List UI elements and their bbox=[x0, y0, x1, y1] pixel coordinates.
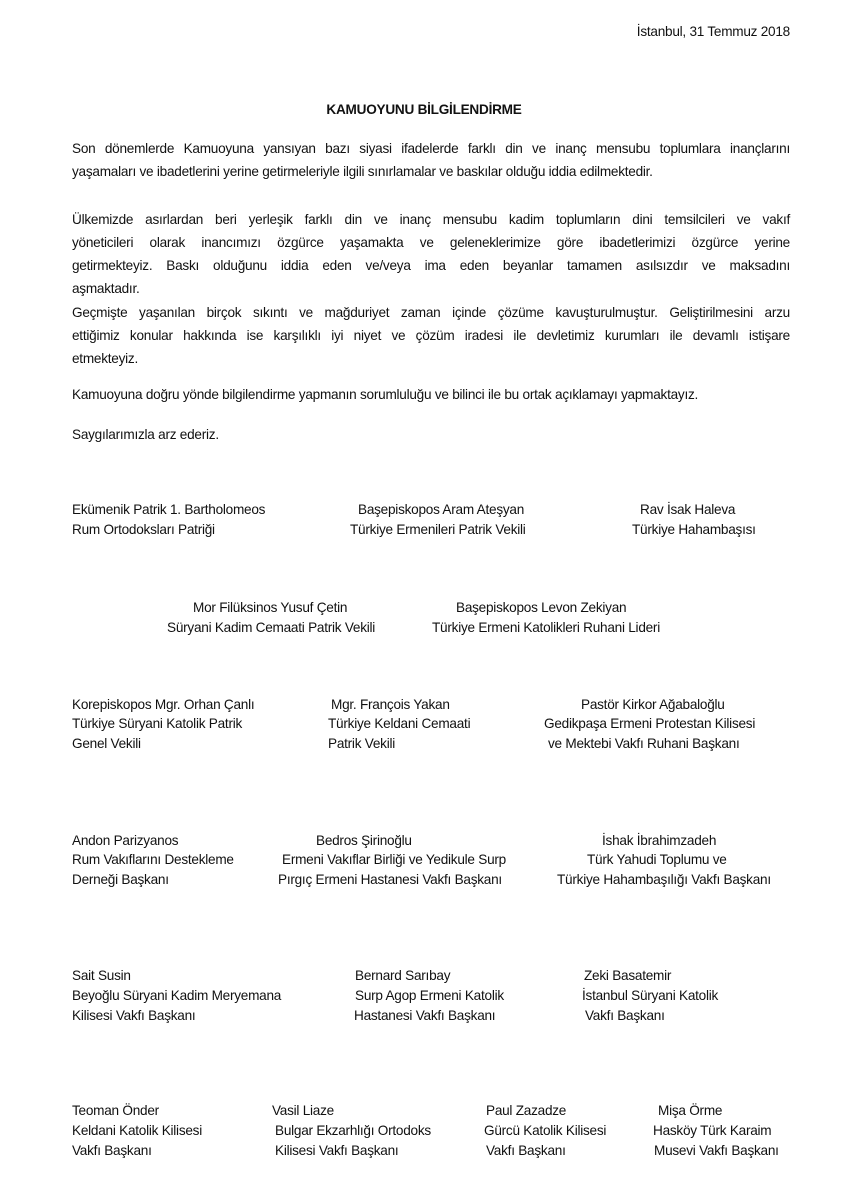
signatory-title: İstanbul Süryani Katolik bbox=[582, 988, 719, 1003]
signatory-title: Musevi Vakfı Başkanı bbox=[654, 1143, 779, 1158]
paragraph-3 bbox=[72, 301, 790, 370]
paragraph-2 bbox=[72, 208, 790, 300]
signatory-title: Beyoğlu Süryani Kadim Meryemana bbox=[72, 988, 282, 1003]
signatory-title: Vakfı Başkanı bbox=[72, 1143, 152, 1158]
signatory-title: Süryani Kadim Cemaati Patrik Vekili bbox=[167, 620, 376, 635]
signatory-name: Teoman Önder bbox=[72, 1103, 159, 1118]
signatory-title: Türkiye Ermenileri Patrik Vekili bbox=[350, 522, 526, 537]
signatory-name: Mişa Örme bbox=[658, 1103, 723, 1118]
paragraph-line: Son dönemlerde Kamuoyuna yansıyan bazı siyasi ifadelerde farklı din ve inanç mensubu toplumlara inançlarını bbox=[72, 141, 790, 156]
signatory-name: Zeki Basatemir bbox=[584, 968, 672, 983]
paragraph-1 bbox=[72, 137, 790, 183]
paragraph-line: aşmaktadır. bbox=[72, 281, 140, 296]
signatory-title: Derneği Başkanı bbox=[72, 872, 169, 887]
signatory-name: Sait Susin bbox=[72, 968, 131, 983]
closing bbox=[72, 423, 790, 446]
signatory-title: Gedikpaşa Ermeni Protestan Kilisesi bbox=[544, 716, 756, 731]
paragraph-4 bbox=[72, 383, 790, 406]
signatory-title: Türkiye Ermeni Katolikleri Ruhani Lideri bbox=[432, 620, 660, 635]
signatory-name: Andon Parizyanos bbox=[72, 833, 179, 848]
signatory-title: Kilisesi Vakfı Başkanı bbox=[275, 1143, 399, 1158]
paragraph-line: Geçmişte yaşanılan birçok sıkıntı ve mağduriyet zaman içinde çözüme kavuşturulmuştur. Geliştirilmesini arzu bbox=[72, 305, 790, 320]
signatory-name: Vasil Liaze bbox=[272, 1103, 334, 1118]
signatory-title: Bulgar Ekzarhlığı Ortodoks bbox=[275, 1123, 431, 1138]
signatory-name: Mor Filüksinos Yusuf Çetin bbox=[193, 600, 348, 615]
signatory-title: Pırgıç Ermeni Hastanesi Vakfı Başkanı bbox=[278, 872, 502, 887]
paragraph-line: etmekteyiz. bbox=[72, 351, 138, 366]
signatory-title: Hasköy Türk Karaim bbox=[653, 1123, 772, 1138]
document-date: İstanbul, 31 Temmuz 2018 bbox=[636, 24, 790, 39]
signatory-name: Pastör Kirkor Ağabaloğlu bbox=[581, 697, 725, 712]
signatory-title: Türkiye Keldani Cemaati bbox=[328, 716, 471, 731]
signatory-title: Surp Agop Ermeni Katolik bbox=[355, 988, 504, 1003]
signatory-title: Türkiye Süryani Katolik Patrik bbox=[72, 716, 243, 731]
signatory-title: Genel Vekili bbox=[72, 736, 141, 751]
signatory-name: Başepiskopos Aram Ateşyan bbox=[358, 502, 525, 517]
paragraph-line: getirmekteyiz. Baskı olduğunu iddia eden ve/veya ima eden beyanlar tamamen asılsızdır ve maksadını bbox=[72, 258, 790, 273]
signatory-title: ve Mektebi Vakfı Ruhani Başkanı bbox=[548, 736, 740, 751]
signatory-title: Vakfı Başkanı bbox=[486, 1143, 566, 1158]
signatory-title: Patrik Vekili bbox=[328, 736, 396, 751]
signatory-title: Kilisesi Vakfı Başkanı bbox=[72, 1008, 196, 1023]
signatory-title: Ermeni Vakıflar Birliği ve Yedikule Surp bbox=[282, 852, 506, 867]
signatory-name: Ekümenik Patrik 1. Bartholomeos bbox=[72, 502, 266, 517]
signatory-name: Başepiskopos Levon Zekiyan bbox=[456, 600, 627, 615]
signatory-name: Bernard Sarıbay bbox=[355, 968, 451, 983]
signatory-name: Paul Zazadze bbox=[486, 1103, 567, 1118]
signatory-title: Türkiye Hahambaşılığı Vakfı Başkanı bbox=[557, 872, 771, 887]
signatory-title: Rum Ortodoksları Patriği bbox=[72, 522, 215, 537]
signatory-title: Rum Vakıflarını Destekleme bbox=[72, 852, 234, 867]
signatory-name: Bedros Şirinoğlu bbox=[316, 833, 412, 848]
paragraph-line: Ülkemizde asırlardan beri yerleşik farklı din ve inanç mensubu kadim toplumların dini temsilcileri ve vakıf bbox=[72, 212, 790, 227]
document-title: KAMUOYUNU BİLGİLENDİRME bbox=[326, 102, 522, 117]
signatory-title: Vakfı Başkanı bbox=[585, 1008, 665, 1023]
signatory-title: Türk Yahudi Toplumu ve bbox=[587, 852, 727, 867]
signatory-name: Korepiskopos Mgr. Orhan Çanlı bbox=[72, 697, 255, 712]
signatory-title: Gürcü Katolik Kilisesi bbox=[484, 1123, 607, 1138]
paragraph-line: Saygılarımızla arz ederiz. bbox=[72, 427, 219, 442]
paragraph-line: ettiğimiz konular hakkında ise karşılıklı iyi niyet ve çözüm iradesi ile devletimiz kurumları ile devamlı istişare bbox=[72, 328, 790, 343]
paragraph-line: yaşamaları ve ibadetlerini yerine getirmeleriyle ilgili sınırlamalar ve baskılar olduğu iddia edilmektedir. bbox=[72, 164, 653, 179]
signatory-name: İshak İbrahimzadeh bbox=[602, 833, 717, 848]
signatory-title: Keldani Katolik Kilisesi bbox=[72, 1123, 203, 1138]
paragraph-line: yöneticileri olarak inancımızı özgürce yaşamakta ve geleneklerimize göre ibadetlerimizi özgürce yerine bbox=[72, 235, 790, 250]
signatory-name: Rav İsak Haleva bbox=[640, 502, 736, 517]
signatory-name: Mgr. François Yakan bbox=[331, 697, 450, 712]
paragraph-line: Kamuoyuna doğru yönde bilgilendirme yapmanın sorumluluğu ve bilinci ile bu ortak açıklamayı yapmaktayız. bbox=[72, 387, 699, 402]
signatory-title: Türkiye Hahambaşısı bbox=[632, 522, 756, 537]
signatory-title: Hastanesi Vakfı Başkanı bbox=[354, 1008, 496, 1023]
